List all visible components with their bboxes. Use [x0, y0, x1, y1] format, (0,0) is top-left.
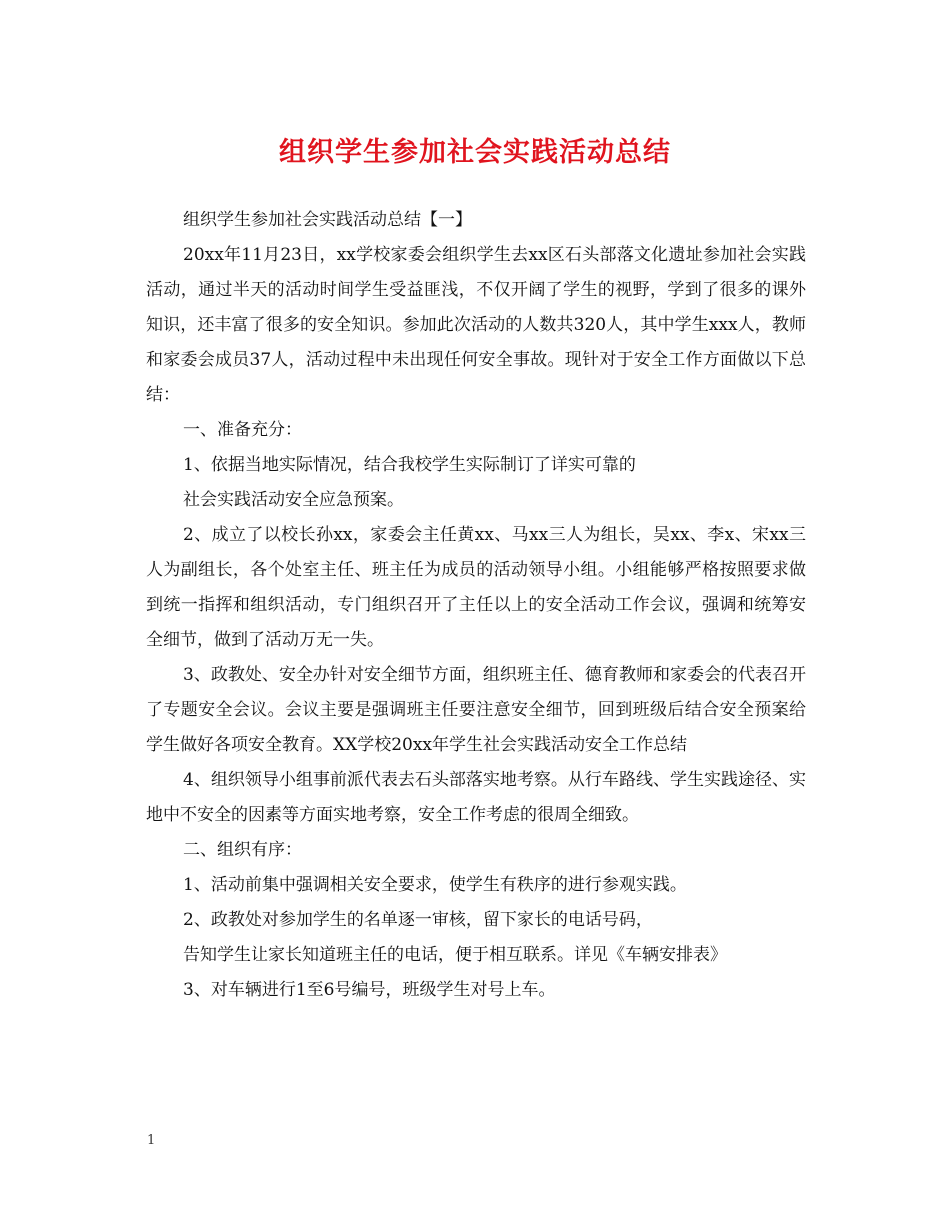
org-item-2-continuation: 告知学生让家长知道班主任的电话，便于相互联系。详见《车辆安排表》 — [183, 945, 727, 965]
item-4-paragraph: 4、组织领导小组事前派代表去石头部落实地考察。从行车路线、学生实践途径、实地中不安全的因素等方面实地考察，安全工作考虑的很周全细致。 — [146, 770, 806, 825]
heading-organization: 二、组织有序： — [183, 840, 302, 860]
org-item-3-paragraph: 3、对车辆进行1至6号编号，班级学生对号上车。 — [183, 980, 556, 1000]
document-title: 组织学生参加社会实践活动总结 — [279, 137, 671, 168]
item-1-continuation: 社会实践活动安全应急预案。 — [183, 490, 404, 510]
item-2-paragraph: 2、成立了以校长孙xx，家委会主任黄xx、马xx三人为组长，吴xx、李x、宋xx三人为副组长，各个处室主任、班主任为成员的活动领导小组。小组能够严格按照要求做到统一指挥和组织活动，专门组织召开了主任以上的安全活动工作会议，强调和统筹安全细节，做到了活动万无一失。 — [146, 525, 806, 650]
intro-paragraph: 20xx年11月23日，xx学校家委会组织学生去xx区石头部落文化遗址参加社会实践活动，通过半天的活动时间学生受益匪浅，不仅开阔了学生的视野，学到了很多的课外知识，还丰富了很多的安全知识。参加此次活动的人数共320人，其中学生xxx人，教师和家委会成员37人，活动过程中未出现任何安全事故。现针对于安全工作方面做以下总结： — [146, 245, 806, 405]
document-body — [146, 203, 806, 1008]
item-3-paragraph: 3、政教处、安全办针对安全细节方面，组织班主任、德育教师和家委会的代表召开了专题安全会议。会议主要是强调班主任要注意安全细节，回到班级后结合安全预案给学生做好各项安全教育。XX学校20xx年学生社会实践活动安全工作总结 — [146, 665, 806, 755]
heading-preparation: 一、准备充分： — [183, 420, 302, 440]
item-1-paragraph: 1、依据当地实际情况，结合我校学生实际制订了详实可靠的 — [183, 455, 636, 475]
section-heading-one: 组织学生参加社会实践活动总结【一】 — [183, 210, 472, 230]
org-item-1-paragraph: 1、活动前集中强调相关安全要求，使学生有秩序的进行参观实践。 — [183, 875, 687, 895]
page-number: 1 — [147, 1133, 156, 1148]
org-item-2-paragraph: 2、政教处对参加学生的名单逐一审核，留下家长的电话号码， — [183, 910, 653, 930]
